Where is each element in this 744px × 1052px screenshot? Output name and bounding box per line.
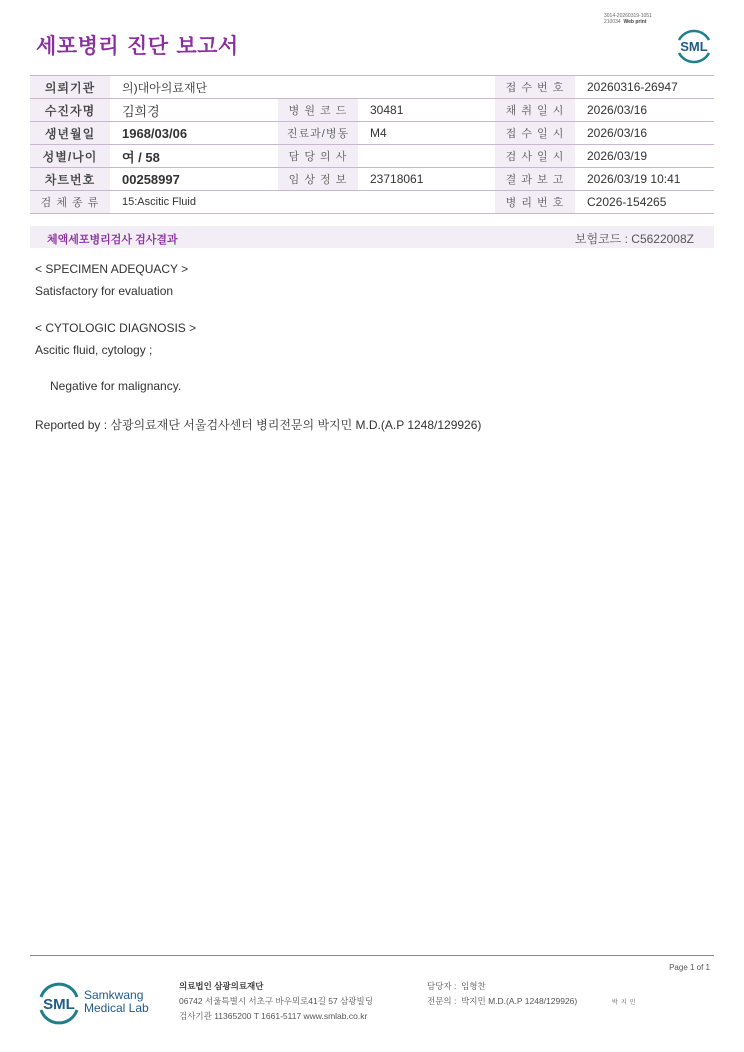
table-label: 성별/나이: [30, 145, 110, 168]
page-number: Page 1 of 1: [669, 963, 710, 972]
table-label: 병 리 번 호: [495, 191, 575, 214]
adequacy-text: Satisfactory for evaluation: [35, 284, 174, 298]
table-value: [358, 145, 495, 168]
result-section-header: [30, 226, 714, 248]
diagnosis-result: Negative for malignancy.: [50, 379, 182, 393]
table-value: C2026-154265: [575, 191, 714, 214]
patient-info-table: [30, 75, 714, 214]
print-code: [604, 13, 652, 25]
logo-text: SML: [680, 39, 708, 54]
footer-brand: [84, 989, 149, 1015]
table-row: [30, 168, 714, 191]
print-code-label: Web print: [623, 19, 647, 25]
table-label: 채 취 일 시: [495, 99, 575, 122]
manager-label: 담당자 :: [427, 981, 457, 991]
table-row: [30, 122, 714, 145]
table-label: 접 수 일 시: [495, 122, 575, 145]
brand-line1: Samkwang: [84, 988, 144, 1002]
footer-org-info: [179, 979, 373, 1024]
insurance-code: 보험코드 : C5622008Z: [574, 232, 694, 246]
reported-by: Reported by : 삼광의료재단 서울검사센터 병리전문의 박지민 M.D.(A.P 1248/129926): [35, 418, 482, 432]
section-title: 체액세포병리검사 검사결과: [47, 234, 178, 246]
footer-divider: [30, 955, 714, 956]
table-label: 결 과 보 고: [495, 168, 575, 191]
manager-name: 임형찬: [461, 981, 486, 991]
table-value: 2026/03/19: [575, 145, 714, 168]
adequacy-heading: < SPECIMEN ADEQUACY >: [35, 262, 189, 276]
table-value: 의)대아의료재단: [110, 76, 495, 99]
org-address: 06742 서울특별시 서초구 바우뫼로41길 57 삼광빌딩: [179, 996, 373, 1006]
footer-logo-text: SML: [43, 996, 75, 1013]
sml-footer-logo-icon: [36, 980, 82, 1026]
table-value: 15:Ascitic Fluid: [110, 191, 495, 214]
table-value: 1968/03/06: [110, 122, 278, 145]
table-row: [30, 76, 714, 99]
table-value: 2026/03/19 10:41: [575, 168, 714, 191]
table-row: [30, 99, 714, 122]
table-value: 2026/03/16: [575, 122, 714, 145]
brand-line2: Medical Lab: [84, 1001, 149, 1015]
table-value: 30481: [358, 99, 495, 122]
table-label: 진료과/병동: [278, 122, 358, 145]
footer-staff-info: [427, 979, 577, 1009]
table-label: 검 체 종 류: [30, 191, 110, 214]
table-label: 검 사 일 시: [495, 145, 575, 168]
table-label: 차트번호: [30, 168, 110, 191]
table-label: 의뢰기관: [30, 76, 110, 99]
table-label: 생년월일: [30, 122, 110, 145]
table-row: [30, 191, 714, 214]
table-label: 접 수 번 호: [495, 76, 575, 99]
table-value: 2026/03/16: [575, 99, 714, 122]
diagnosis-line: Ascitic fluid, cytology ;: [35, 343, 153, 357]
specialist-name: 박지민 M.D.(A.P 1248/129926): [461, 996, 578, 1006]
table-value: 00258997: [110, 168, 278, 191]
print-code-line1: 3014-20260319-1051: [604, 13, 652, 19]
table-label: 수진자명: [30, 99, 110, 122]
signature: 박지민: [612, 1000, 639, 1006]
page-title: 세포병리 진단 보고서: [36, 34, 239, 58]
table-value: M4: [358, 122, 495, 145]
diagnosis-heading: < CYTOLOGIC DIAGNOSIS >: [35, 321, 197, 335]
table-label: 임 상 정 보: [278, 168, 358, 191]
table-label: 병 원 코 드: [278, 99, 358, 122]
org-name: 의료법인 삼광의료재단: [179, 981, 264, 991]
sml-logo-icon: [674, 26, 714, 66]
table-label: 담 당 의 사: [278, 145, 358, 168]
table-row: [30, 145, 714, 168]
org-contact: 검사기관 11365200 T 1661-5117 www.smlab.co.kr: [179, 1011, 368, 1021]
table-value: 여 / 58: [110, 145, 278, 168]
print-code-number: 210034: [604, 19, 621, 25]
specialist-label: 전문의 :: [427, 996, 457, 1006]
table-value: 20260316-26947: [575, 76, 714, 99]
table-value: 김희경: [110, 99, 278, 122]
table-value: 23718061: [358, 168, 495, 191]
